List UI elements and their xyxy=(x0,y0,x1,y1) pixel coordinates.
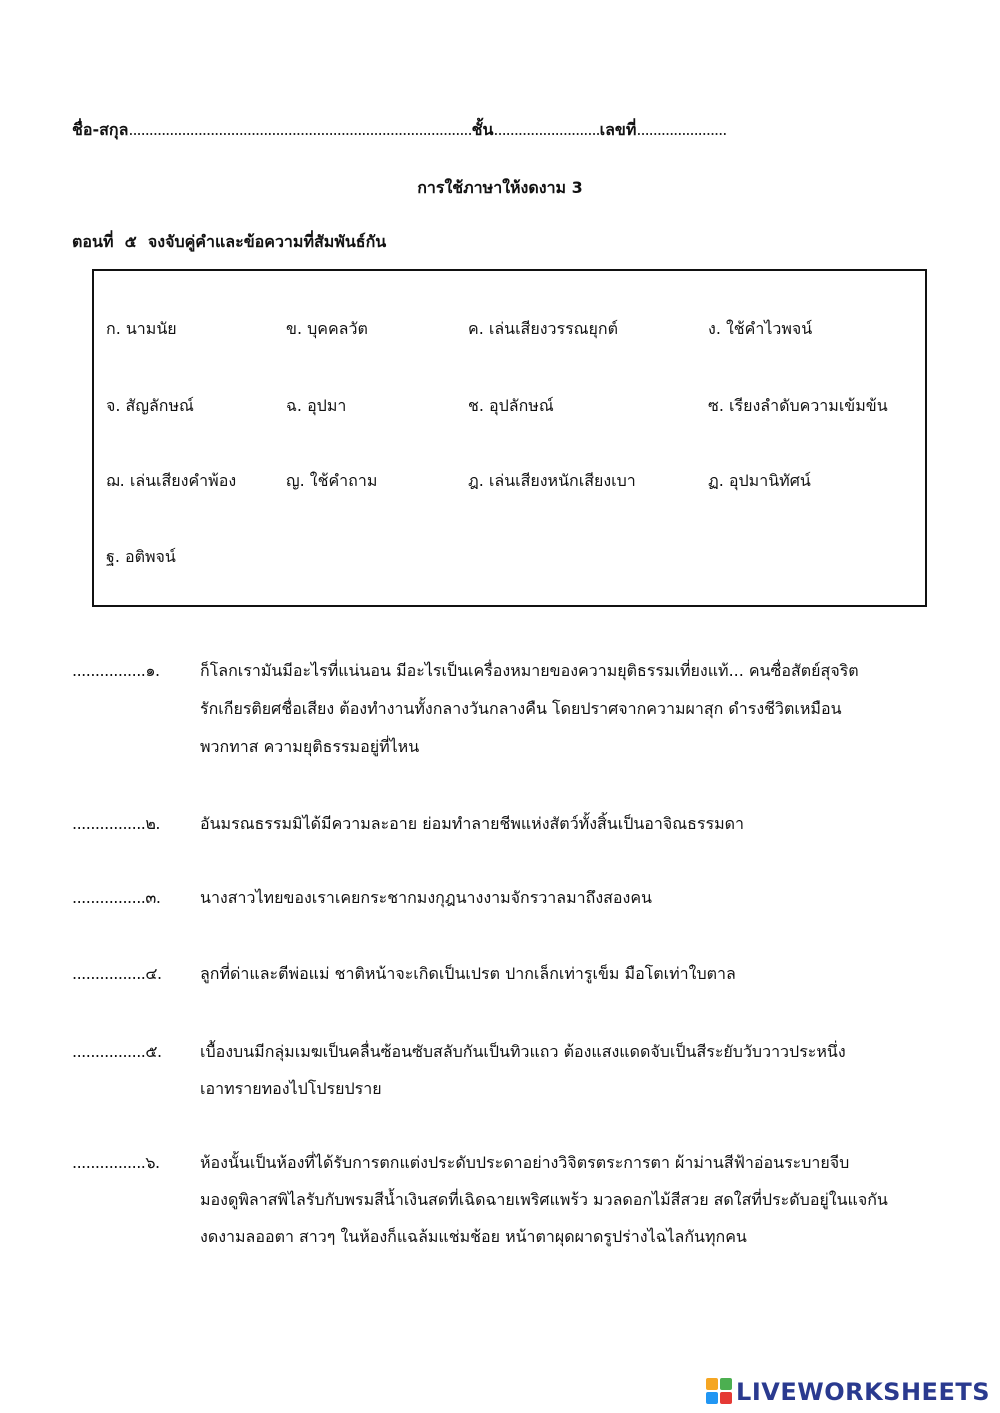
option-cho-chang: ช. อุปลักษณ์ xyxy=(468,396,554,415)
question-1-line-3: พวกทาส ความยุติธรรมอยู่ที่ไหน xyxy=(200,737,420,756)
question-1-line-1: ก็โลกเรามันมีอะไรที่แน่นอน มีอะไรเป็นเครื่องหมายของความยุติธรรมเที่ยงแท้... คนซื่อสัตย์สุจริต xyxy=(200,661,859,680)
question-6-line-2: มองดูพิลาสพิไลรับกับพรมสีน้ำเงินสดที่เฉิดฉายเพริศแพร้ว มวลดอกไม้สีสวย สดใสที่ประดับอยู่ในแจกัน xyxy=(200,1190,888,1209)
question-3-line-1: นางสาวไทยของเราเคยกระชากมงกุฎนางงามจักรวาลมาถึงสองคน xyxy=(200,888,652,907)
part-instruction: จงจับคู่คำและข้อความที่สัมพันธ์กัน xyxy=(147,232,387,251)
option-chho: ฉ. อุปมา xyxy=(286,396,347,415)
options-box xyxy=(92,269,927,607)
worksheet-title: การใช้ภาษาให้งดงาม 3 xyxy=(417,178,583,197)
question-5-line-2: เอาทรายทองไปโปรยปราย xyxy=(200,1079,382,1098)
part-number: ๕ xyxy=(124,232,137,251)
liveworksheets-logo xyxy=(706,1378,990,1406)
question-6-line-1: ห้องนั้นเป็นห้องที่ได้รับการตกแต่งประดับประดาอย่างวิจิตรตระการตา ผ้าม่านสีฟ้าอ่อนระบายจีบ xyxy=(200,1153,850,1172)
option-chhoe: ฌ. เล่นเสียงคำพ้อง xyxy=(106,471,237,490)
name-field[interactable]: .................................................................................... xyxy=(128,120,472,139)
question-4-line-1: ลูกที่ด่าและตีพ่อแม่ ชาติหน้าจะเกิดเป็นเปรต ปากเล็กเท่ารูเข็ม มือโตเท่าใบตาล xyxy=(200,964,736,983)
question-5-line-1: เบื้องบนมีกลุ่มเมฆเป็นคลื่นซ้อนซับสลับกันเป็นทิวแถว ต้องแสงแดดจับเป็นสีระยับวับวาวประหนึ่ง xyxy=(200,1042,846,1061)
class-label: ชั้น xyxy=(471,120,494,139)
part-label: ตอนที่ xyxy=(72,232,114,251)
student-info-line xyxy=(72,118,726,143)
option-ngo: ง. ใช้คำไวพจน์ xyxy=(708,319,813,338)
answer-blank-6[interactable]: ................๖. xyxy=(72,1153,160,1172)
option-cho: จ. สัญลักษณ์ xyxy=(106,396,194,415)
part-heading xyxy=(72,230,386,255)
option-do-chada: ฎ. เล่นเสียงหนักเสียงเบา xyxy=(468,471,636,490)
name-label: ชื่อ-สกุล xyxy=(72,120,129,139)
option-to-patak: ฏ. อุปมานิทัศน์ xyxy=(708,471,811,490)
question-6-line-3: งดงามลออตา สาวๆ ในห้องก็แฉล้มแช่มช้อย หน้าตาผุดผาดรูปร่างไฉไลกันทุกคน xyxy=(200,1227,747,1246)
option-kho-khwai: ค. เล่นเสียงวรรณยุกต์ xyxy=(468,319,618,338)
question-2-line-1: อันมรณธรรมมิได้มีความละอาย ย่อมทำลายชีพแห่งสัตว์ทั้งสิ้นเป็นอาจิณธรรมดา xyxy=(200,814,744,833)
option-yo: ญ. ใช้คำถาม xyxy=(286,471,378,490)
option-kho: ข. บุคคลวัต xyxy=(286,319,368,338)
answer-blank-5[interactable]: ................๕. xyxy=(72,1042,162,1061)
option-so: ซ. เรียงลำดับความเข้มข้น xyxy=(708,396,888,415)
number-label: เลขที่ xyxy=(599,120,637,139)
answer-blank-1[interactable]: ................๑. xyxy=(72,661,160,680)
option-ko: ก. นามนัย xyxy=(106,319,177,338)
question-1-line-2: รักเกียรติยศชื่อเสียง ต้องทำงานทั้งกลางวันกลางคืน โดยปราศจากความผาสุก ดำรงชีวิตเหมือน xyxy=(200,699,842,718)
class-field[interactable]: .......................... xyxy=(493,120,600,139)
answer-blank-4[interactable]: ................๔. xyxy=(72,964,162,983)
answer-blank-2[interactable]: ................๒. xyxy=(72,814,161,833)
liveworksheets-badge-icon xyxy=(706,1378,732,1404)
logo-text: LIVEWORKSHEETS xyxy=(736,1378,990,1406)
option-tho-than: ฐ. อติพจน์ xyxy=(106,547,176,566)
number-field[interactable]: ...................... xyxy=(636,120,727,139)
answer-blank-3[interactable]: ................๓. xyxy=(72,888,161,907)
